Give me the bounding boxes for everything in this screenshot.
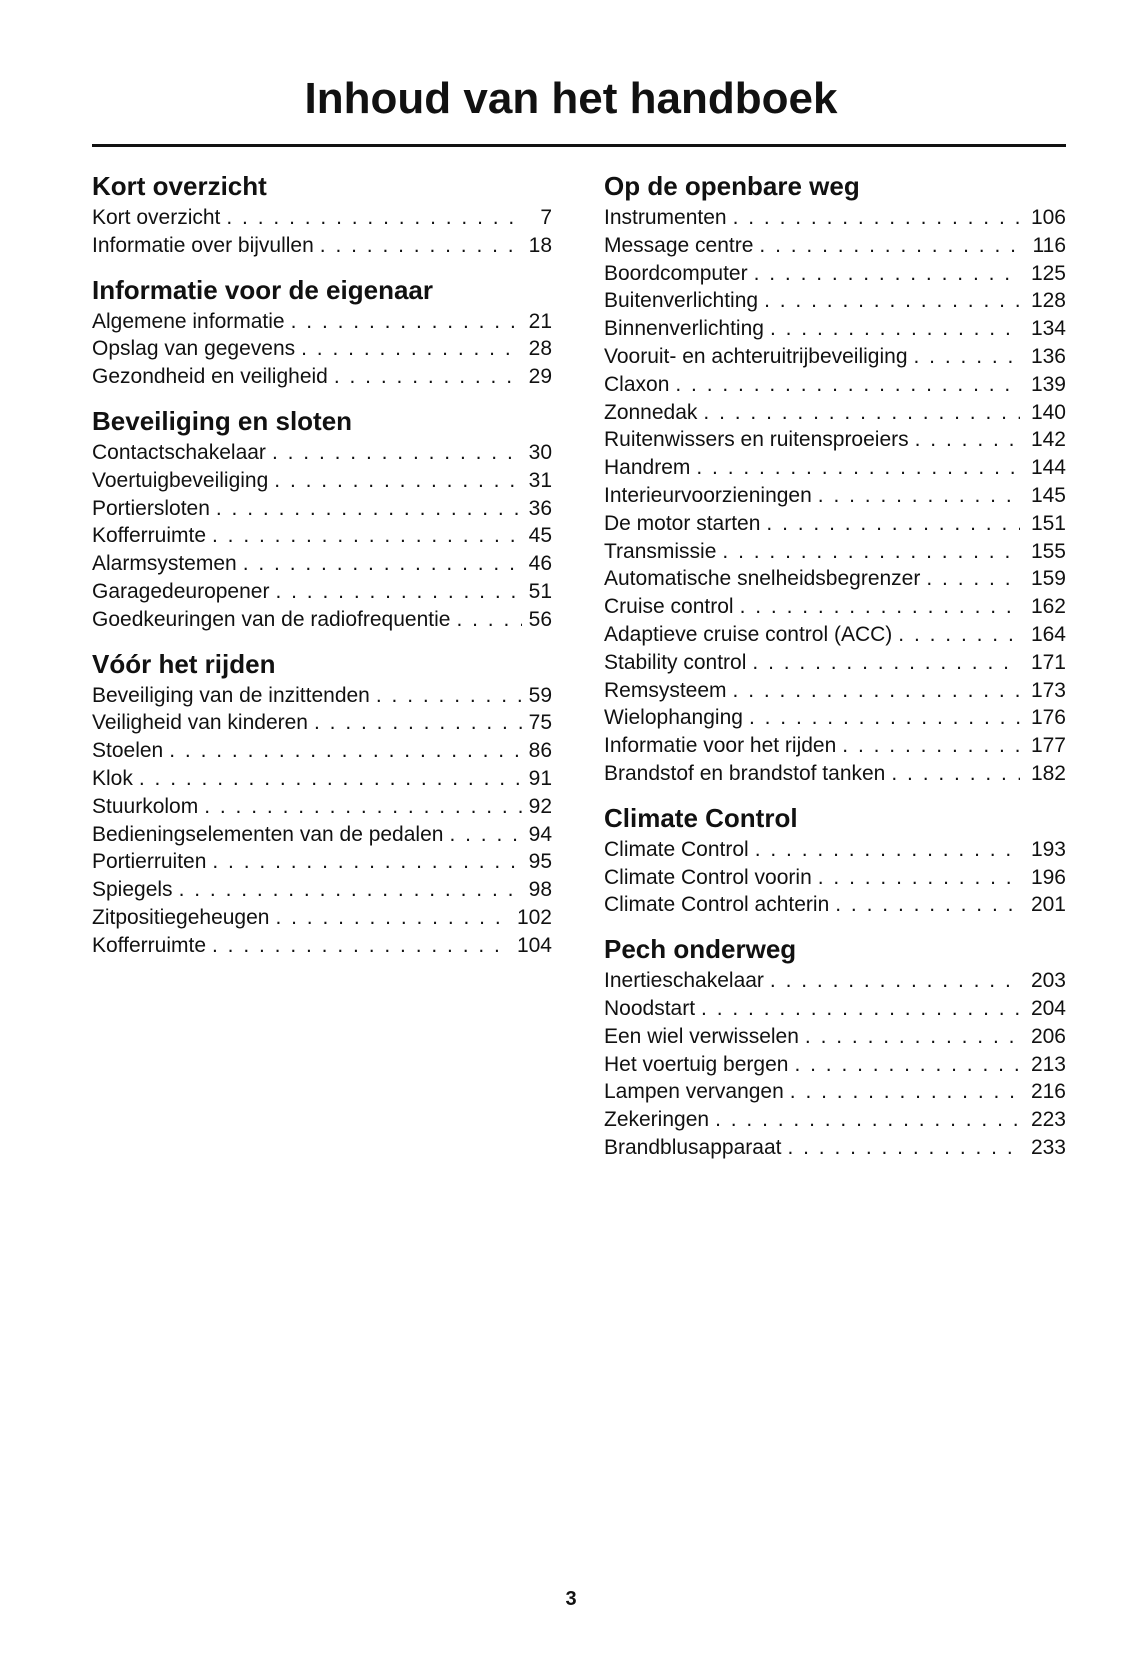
title-divider [92,144,1066,147]
toc-entry-page: 75 [528,711,552,735]
toc-entry[interactable] [604,593,1066,621]
dot-leader [696,454,1020,482]
dot-leader [216,495,522,523]
toc-entry-title: Message centre [604,233,754,257]
toc-entry-title: Informatie voor het rijden [604,734,837,758]
dot-leader [301,335,522,363]
dot-leader [291,308,522,336]
toc-entry[interactable] [604,891,1066,919]
dot-leader [898,621,1020,649]
toc-entry-page: 104 [516,933,552,957]
toc-entry-title: Lampen vervangen [604,1080,784,1104]
toc-entry[interactable] [604,371,1066,399]
toc-entry[interactable] [92,821,552,849]
toc-entry[interactable] [92,204,552,232]
toc-entry-title: Interieurvoorzieningen [604,483,812,507]
dot-leader [818,482,1020,510]
toc-entry-title: Stuurkolom [92,794,199,818]
dot-leader [722,538,1020,566]
toc-entry[interactable] [604,204,1066,232]
toc-entry-page: 18 [528,233,552,257]
toc-entry-title: Algemene informatie [92,309,285,333]
dot-leader [790,1078,1020,1106]
toc-entry-title: Stoelen [92,739,164,763]
toc-entry-page: 144 [1030,456,1066,480]
toc-entry[interactable] [92,709,552,737]
toc-entry-page: 128 [1030,289,1066,313]
toc-entry-page: 56 [528,607,552,631]
section-heading: Climate Control [604,802,798,833]
toc-entry-title: Klok [92,766,133,790]
dot-leader [759,232,1020,260]
toc-entry[interactable] [604,399,1066,427]
toc-entry-page: 182 [1030,761,1066,785]
toc-entry[interactable] [92,848,552,876]
toc-entry-page: 223 [1030,1108,1066,1132]
dot-leader [794,1051,1020,1079]
toc-entry-title: Wielophanging [604,706,743,730]
toc-entry-title: Automatische snelheidsbegrenzer [604,567,921,591]
toc-entry-page: 134 [1030,317,1066,341]
toc-entry-page: 59 [528,683,552,707]
dot-leader [226,204,522,232]
dot-leader [179,876,522,904]
toc-entry-page: 116 [1032,233,1066,257]
toc-entry[interactable] [604,343,1066,371]
toc-entry[interactable] [92,522,552,550]
toc-entry-page: 7 [540,206,552,229]
toc-entry-title: Instrumenten [604,206,727,229]
dot-leader [701,995,1020,1023]
toc-entry-title: Boordcomputer [604,261,748,285]
toc-entry-title: Kofferruimte [92,933,206,957]
toc-entry-title: Contactschakelaar [92,440,266,464]
toc-entry-title: Beveiliging van de inzittenden [92,683,370,707]
toc-entry-page: 92 [528,794,552,818]
toc-entry-page: 46 [528,552,552,576]
section-heading: Vóór het rijden [92,648,276,679]
toc-entry-title: Een wiel verwisselen [604,1024,799,1048]
toc-section [92,168,552,260]
toc-entry[interactable] [92,932,552,960]
toc-entry-page: 204 [1030,996,1066,1020]
toc-entry[interactable] [604,426,1066,454]
toc-entry-title: Kort overzicht [92,206,221,229]
dot-leader [749,704,1020,732]
dot-leader [715,1106,1020,1134]
dot-leader [334,363,522,391]
toc-entry-title: Remsysteem [604,678,727,702]
toc-entry[interactable] [604,1051,1066,1079]
toc-entry-page: 173 [1030,678,1066,702]
section-heading: Informatie voor de eigenaar [92,274,433,305]
toc-entry[interactable] [604,454,1066,482]
toc-entry[interactable] [604,732,1066,760]
toc-entry-title: Voertuigbeveiliging [92,468,269,492]
dot-leader [204,793,522,821]
toc-entry-page: 164 [1030,622,1066,646]
toc-entry-title: Zonnedak [604,400,698,424]
toc-entry-page: 45 [528,524,552,548]
dot-leader [752,649,1020,677]
dot-leader [842,732,1020,760]
toc-entry[interactable] [604,1134,1066,1162]
toc-entry-title: Portierruiten [92,850,207,874]
toc-section [92,646,552,960]
toc-entry-title: Climate Control achterin [604,893,830,917]
toc-right-column [604,168,1066,1174]
toc-entry-page: 51 [528,579,552,603]
section-heading: Beveiliging en sloten [92,405,353,436]
toc-entry[interactable] [92,550,552,578]
dot-leader [926,565,1020,593]
toc-entry[interactable] [604,565,1066,593]
dot-leader [766,510,1020,538]
toc-entry-page: 86 [528,739,552,763]
toc-entry-title: Brandblusapparaat [604,1135,782,1159]
dot-leader [835,891,1020,919]
dot-leader [754,260,1020,288]
toc-entry-title: Spiegels [92,878,173,902]
toc-entry[interactable] [92,439,552,467]
toc-entry-title: Garagedeuropener [92,579,270,603]
dot-leader [675,371,1020,399]
toc-entry[interactable] [604,995,1066,1023]
toc-entry-page: 151 [1030,511,1066,535]
toc-entry-title: Veiligheid van kinderen [92,711,308,735]
toc-entry-title: Climate Control voorin [604,865,812,889]
toc-entry[interactable] [604,1078,1066,1106]
toc-entry[interactable] [604,864,1066,892]
toc-entry[interactable] [92,335,552,363]
dot-leader [787,1134,1020,1162]
toc-entry-page: 136 [1030,344,1066,368]
toc-entry[interactable] [604,232,1066,260]
toc-entry-page: 94 [528,822,552,846]
toc-entry-page: 21 [528,309,552,333]
toc-entry-page: 102 [516,905,552,929]
section-heading: Kort overzicht [92,171,267,201]
toc-entry-page: 29 [528,365,552,389]
toc-entry-page: 98 [528,878,552,902]
toc-entry-page: 145 [1030,483,1066,507]
dot-leader [212,932,511,960]
toc-entry[interactable] [92,793,552,821]
dot-leader [272,439,522,467]
dot-leader [376,682,522,710]
toc-entry-page: 171 [1030,650,1066,674]
dot-leader [891,760,1020,788]
toc-entry-page: 142 [1030,428,1066,452]
toc-entry-title: Gezondheid en veiligheid [92,365,328,389]
toc-section [604,931,1066,1162]
toc-entry-page: 206 [1030,1024,1066,1048]
dot-leader [456,606,522,634]
toc-entry-title: Stability control [604,650,747,674]
toc-entry[interactable] [92,232,552,260]
toc-entry-title: Binnenverlichting [604,317,764,341]
toc-section [604,168,1066,788]
toc-entry[interactable] [604,621,1066,649]
dot-leader [212,522,522,550]
toc-entry-title: Informatie over bijvullen [92,233,314,257]
toc-section [92,403,552,634]
toc-entry-title: Vooruit- en achteruitrijbeveiliging [604,344,908,368]
toc-entry[interactable] [604,967,1066,995]
toc-entry[interactable] [92,765,552,793]
toc-entry-page: 177 [1030,734,1066,758]
dot-leader [320,232,522,260]
dot-leader [805,1023,1020,1051]
toc-entry-title: Bedieningselementen van de pedalen [92,822,444,846]
toc-entry-page: 95 [528,850,552,874]
toc-entry[interactable] [92,578,552,606]
section-heading: Pech onderweg [604,934,797,965]
toc-entry[interactable] [604,677,1066,705]
toc-entry-page: 176 [1030,706,1066,730]
dot-leader [770,315,1020,343]
toc-entry[interactable] [92,876,552,904]
toc-entry[interactable] [604,260,1066,288]
toc-entry-page: 91 [528,766,552,790]
dot-leader [740,593,1020,621]
toc-entry[interactable] [604,510,1066,538]
toc-entry-page: 36 [528,496,552,520]
toc-entry[interactable] [92,495,552,523]
toc-entry-title: Portiersloten [92,496,210,520]
toc-entry-title: Alarmsystemen [92,552,237,576]
toc-entry-title: Cruise control [604,595,734,619]
toc-entry-page: 30 [528,440,552,464]
toc-entry-title: Ruitenwissers en ruitensproeiers [604,428,909,452]
toc-entry[interactable] [92,682,552,710]
toc-entry[interactable] [92,904,552,932]
toc-entry-title: Noodstart [604,996,696,1020]
toc-entry[interactable] [604,760,1066,788]
toc-entry-page: 203 [1030,969,1066,993]
toc-entry[interactable] [604,482,1066,510]
toc-entry[interactable] [604,649,1066,677]
dot-leader [139,765,522,793]
toc-entry[interactable] [604,704,1066,732]
toc-entry-title: Handrem [604,456,691,480]
toc-entry-title: Het voertuig bergen [604,1052,789,1076]
dot-leader [733,204,1020,232]
toc-entry-title: Buitenverlichting [604,289,759,313]
toc-entry-title: Adaptieve cruise control (ACC) [604,622,893,646]
toc-entry-title: Zitpositiegeheugen [92,905,270,929]
toc-entry-title: Goedkeuringen van de radiofrequentie [92,607,451,631]
page-title: Inhoud van het handboek [304,74,838,123]
dot-leader [275,578,522,606]
toc-entry[interactable] [92,737,552,765]
toc-entry-page: 162 [1030,595,1066,619]
toc-entry-page: 155 [1030,539,1066,563]
toc-entry[interactable] [92,467,552,495]
section-heading: Op de openbare weg [604,171,860,201]
toc-entry-page: 140 [1030,400,1066,424]
dot-leader [212,848,522,876]
toc-entry-page: 139 [1030,372,1066,396]
toc-entry[interactable] [604,538,1066,566]
toc-entry-page: 201 [1030,893,1066,917]
toc-entry-title: De motor starten [604,511,761,535]
toc-entry-title: Inertieschakelaar [604,969,764,993]
dot-leader [243,550,522,578]
toc-entry-page: 28 [528,337,552,361]
dot-leader [914,343,1020,371]
toc-entry[interactable] [92,363,552,391]
toc-entry[interactable] [604,1023,1066,1051]
dot-leader [703,399,1020,427]
toc-entry[interactable] [604,1106,1066,1134]
toc-entry-page: 196 [1030,865,1066,889]
toc-entry-page: 233 [1030,1135,1066,1159]
dot-leader [764,287,1020,315]
dot-leader [733,677,1020,705]
dot-leader [755,836,1020,864]
toc-entry-page: 106 [1030,206,1066,229]
dot-leader [915,426,1020,454]
toc-entry[interactable] [604,287,1066,315]
dot-leader [274,467,522,495]
toc-entry-title: Zekeringen [604,1108,710,1132]
toc-entry-title: Opslag van gegevens [92,337,296,361]
toc-section [604,800,1066,919]
toc-entry[interactable] [92,308,552,336]
toc-entry-page: 213 [1030,1052,1066,1076]
dot-leader [770,967,1020,995]
toc-entry[interactable] [92,606,552,634]
dot-leader [314,709,522,737]
toc-entry-title: Transmissie [604,539,717,563]
toc-entry-page: 31 [528,468,552,492]
toc-entry-title: Kofferruimte [92,524,206,548]
toc-entry[interactable] [604,836,1066,864]
dot-leader [169,737,522,765]
toc-entry-page: 125 [1030,261,1066,285]
dot-leader [818,864,1020,892]
toc-entry-page: 159 [1030,567,1066,591]
toc-left-column [92,168,552,972]
dot-leader [275,904,510,932]
toc-entry-title: Climate Control [604,837,749,861]
toc-section [92,272,552,391]
toc-entry[interactable] [604,315,1066,343]
toc-entry-page: 193 [1030,837,1066,861]
toc-entry-title: Brandstof en brandstof tanken [604,761,886,785]
toc-entry-page: 216 [1030,1080,1066,1104]
dot-leader [449,821,522,849]
page-number: 3 [565,1588,577,1610]
toc-entry-title: Claxon [604,372,670,396]
